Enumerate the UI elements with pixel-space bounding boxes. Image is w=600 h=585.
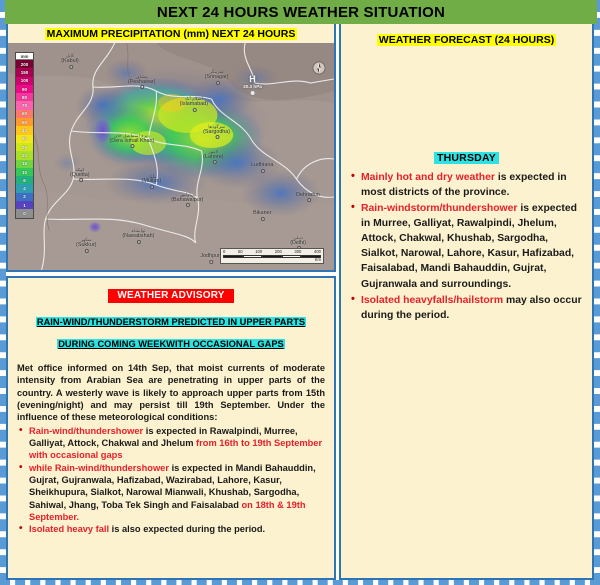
- text-run: from 16th to 19th September with occasional gaps: [29, 437, 323, 461]
- legend-stop: 100: [16, 77, 33, 85]
- map-city-label: ملتان (Multan): [141, 173, 162, 185]
- map-city-label: سرینگر (Srinagar): [204, 69, 229, 81]
- forecast-day-label: THURSDAY: [434, 152, 499, 164]
- text-run: is expected in most districts of the province.: [361, 172, 567, 199]
- forecast-bullet-list: [349, 170, 584, 323]
- legend-stop: 2: [16, 193, 33, 201]
- text-run: while Rain-wind/thundershower: [29, 462, 169, 473]
- precipitation-map[interactable]: [8, 43, 334, 270]
- weather-forecast-panel: [339, 24, 594, 580]
- scale-tick: 200: [274, 249, 282, 255]
- legend-stop: 25: [16, 143, 33, 151]
- high-pressure-marker: [243, 75, 262, 97]
- poster-title-bar: [5, 0, 597, 24]
- precipitation-map-panel: [6, 24, 336, 272]
- forecast-day-row: [349, 148, 584, 166]
- map-city-label: لاہور (Lahore): [203, 148, 224, 160]
- map-city-label: دیرہ اسماعیل خان (Dera Ismail Khan): [109, 132, 155, 144]
- map-city-label: سرگودھا (Sargodha): [203, 123, 231, 135]
- map-city-label: دہلی (Delhi): [290, 234, 307, 246]
- legend-stop: 80: [16, 93, 33, 101]
- advisory-subtitle-row: [17, 310, 325, 353]
- forecast-bullet: [349, 170, 584, 200]
- map-city-label: Ludhiana: [251, 162, 274, 169]
- map-city-label: Bikaner: [253, 209, 272, 216]
- legend-stop: 0: [16, 209, 33, 217]
- forecast-bullet: [349, 293, 584, 323]
- high-pressure-dot: [250, 90, 256, 96]
- legend-stop: 1: [16, 201, 33, 209]
- scale-tick: 100: [255, 249, 263, 255]
- legend-stop: 40: [16, 126, 33, 134]
- legend-stop: 200: [16, 60, 33, 68]
- text-run: Isolated heavyfalls/hailstorm: [361, 294, 504, 306]
- advisory-bullet: [17, 425, 325, 462]
- map-city-label: بہاولپور (Bahawalpur): [171, 191, 204, 203]
- weather-advisory-panel: [6, 276, 336, 580]
- map-city-label: اسلام آباد (Islamabad): [179, 96, 209, 108]
- text-run: is also expected during the period.: [109, 524, 266, 535]
- map-city-label: کابل (Kabul): [61, 53, 79, 65]
- advisory-badge-row: [17, 285, 325, 303]
- scale-tick: 0: [223, 249, 226, 255]
- legend-stop: 4: [16, 184, 33, 192]
- text-run: Mainly hot and dry weather: [361, 172, 495, 183]
- legend-stop: 50: [16, 118, 33, 126]
- legend-stop: 10: [16, 168, 33, 176]
- advisory-bullet: [17, 462, 325, 524]
- legend-stop: 15: [16, 160, 33, 168]
- scale-bar-ticks: [223, 250, 321, 254]
- high-pressure-value: 30.3 hPa: [243, 83, 262, 89]
- advisory-subtitle: RAIN-WIND/THUNDERSTORM PREDICTED IN UPPER PARTS DURING COMING WEEKWITH OCCASIONAL GAPS: [36, 317, 306, 349]
- advisory-paragraph: Met office informed on 14th Sep, that moist currents of moderate intensity from Arabian Sea are penetrating in upper parts of the country. A westerly wave is likely to approach upper parts from 15th (evening/night) and may persist till 19th September. Under the influence of these meteorological conditions:: [17, 363, 325, 423]
- text-run: is expected in Rawalpindi, Murree, Galliyat, Attock, Chakwal and Jhelum: [29, 425, 298, 448]
- legend-stop: 90: [16, 85, 33, 93]
- map-city-label: Jodhpur: [200, 253, 220, 260]
- legend-stop: 70: [16, 101, 33, 109]
- high-pressure-symbol: H: [249, 73, 256, 84]
- text-run: Rain-windstorm/thundershower: [361, 203, 518, 215]
- legend-unit-label: mm: [16, 53, 33, 60]
- page-title: NEXT 24 HOURS WEATHER SITUATION: [156, 3, 446, 21]
- map-city-label: کوئٹہ (Quetta): [69, 166, 90, 178]
- forecast-title: WEATHER FORECAST (24 HOURS): [378, 34, 555, 46]
- scale-bar-unit: Km: [314, 256, 321, 262]
- left-column: [6, 24, 336, 580]
- advisory-bullet: [17, 523, 325, 535]
- text-run: on 18th & 19th September.: [29, 499, 306, 523]
- north-arrow-icon: [312, 61, 326, 75]
- map-city-label: پیشاور (Peshawar): [127, 73, 156, 85]
- precipitation-legend: [15, 52, 34, 219]
- legend-stop: 150: [16, 68, 33, 76]
- map-panel-title: MAXIMUM PRECIPITATION (mm) NEXT 24 HOURS: [46, 27, 296, 40]
- advisory-bullet-list: [17, 425, 325, 536]
- legend-stop: 6: [16, 176, 33, 184]
- map-city-label: Dehradun: [296, 191, 320, 198]
- forecast-bullet: [349, 201, 584, 291]
- forecast-header: [349, 28, 584, 58]
- scale-tick: 300: [294, 249, 302, 255]
- map-city-label: نوابشاہ (Nawabshah): [122, 228, 155, 239]
- legend-stop: 20: [16, 151, 33, 159]
- advisory-badge: WEATHER ADVISORY: [108, 289, 233, 304]
- map-graphic: [8, 43, 334, 270]
- text-run: is expected in Mandi Bahauddin, Gujrat, Gujranwala, Hafizabad, Wazirabad, Lahore, Kasur, Sheikhupura, Sialkot, Narowal Mianwali, Khushab, Sargodha, Sahiwal, Jhang, Toba Tek Singh and Faisalabad: [29, 462, 316, 510]
- legend-stop: 30: [16, 135, 33, 143]
- scale-bar-segments: [223, 255, 321, 258]
- map-scale-bar: [220, 248, 324, 264]
- map-city-label: سکھر (Sukkur): [76, 237, 97, 249]
- text-run: Rain-wind/thundershower: [29, 425, 144, 436]
- map-panel-header: [8, 24, 334, 43]
- scale-tick: 50: [237, 249, 243, 255]
- scale-tick: 400: [313, 249, 321, 255]
- text-run: Isolated heavy fall: [29, 524, 110, 535]
- text-run: is expected in Murree, Galliyat, Rawalpindi, Jhelum, Attock, Chakwal, Khushab, Sargodha, Sialkot, Narowal, Lahore, Kasur, Hafizabad, Faisalabad, Mandi Bahauddin, Gujrat, Gujranwala and surroundings.: [361, 203, 577, 290]
- text-run: may also occur during the period.: [361, 294, 582, 321]
- legend-stop: 60: [16, 110, 33, 118]
